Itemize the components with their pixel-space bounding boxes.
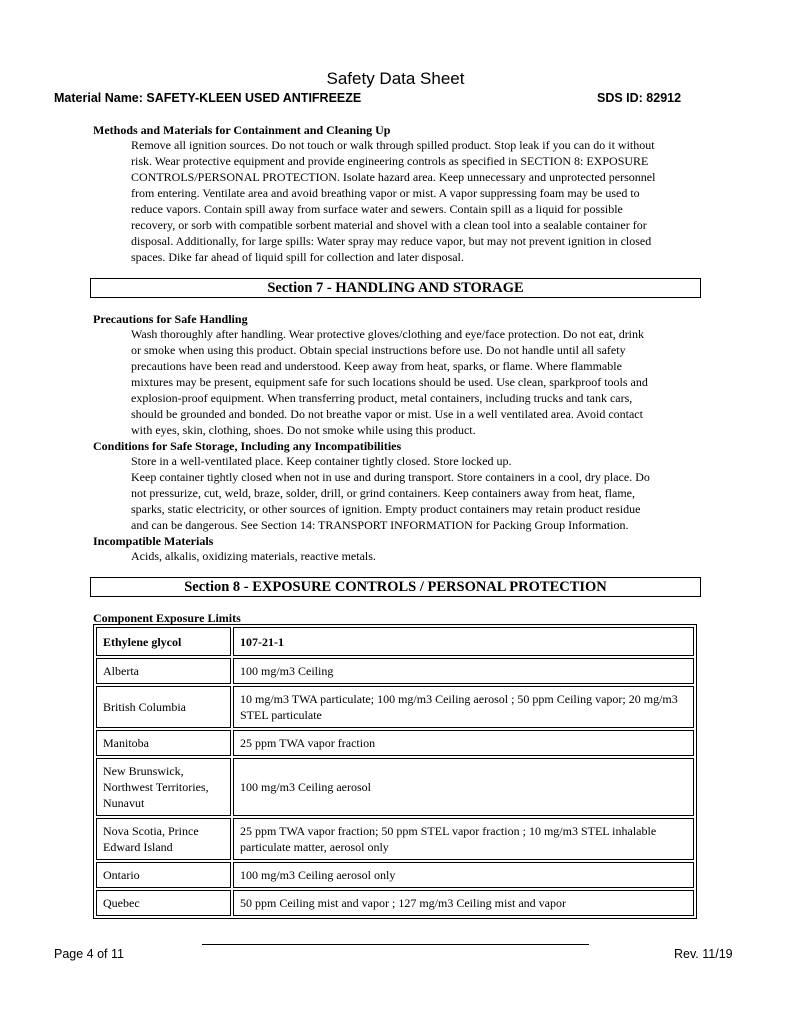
component-name-cell: Ethylene glycol — [96, 627, 231, 656]
text-line: and can be dangerous. See Section 14: TRANSPORT INFORMATION for Packing Group Information. — [131, 518, 629, 532]
section-8-title: Section 8 - EXPOSURE CONTROLS / PERSONAL PROTECTION — [90, 577, 701, 597]
text-line: explosion-proof equipment. When transferring product, metal containers, including trucks and tank cars, — [131, 391, 633, 405]
sds-id: SDS ID: 82912 — [597, 91, 682, 105]
containment-heading: Methods and Materials for Containment and Cleaning Up — [93, 123, 391, 137]
revision-label: Rev. 11/19 — [674, 947, 733, 961]
text-line: Keep container tightly closed when not in use and during transport. Store containers in a cool, dry place. Do — [131, 470, 650, 484]
region-cell: Nova Scotia, Prince Edward Island — [96, 818, 231, 860]
text-line: mixtures may be present, equipment safe for such locations should be used. Use clean, sparkproof tools and — [131, 375, 648, 389]
limit-cell: 100 mg/m3 Ceiling — [233, 658, 694, 684]
text-line: Acids, alkalis, oxidizing materials, reactive metals. — [131, 549, 376, 563]
text-line: reduce vapors. Contain spill away from surface water and sewers. Contain spill as a liquid for possible — [131, 202, 623, 216]
text-line: Wash thoroughly after handling. Wear protective gloves/clothing and eye/face protection. Do not eat, drink — [131, 327, 645, 341]
limit-cell: 50 ppm Ceiling mist and vapor ; 127 mg/m3 Ceiling mist and vapor — [233, 890, 694, 916]
text-line: Remove all ignition sources. Do not touch or walk through spilled product. Stop leak if you can do it without — [131, 138, 655, 152]
region-cell: New Brunswick, Northwest Territories, Nunavut — [96, 758, 231, 816]
table-row — [96, 818, 694, 860]
text-line: spaces. Dike far ahead of liquid spill for collection and later disposal. — [131, 250, 464, 264]
limit-cell: 25 ppm TWA vapor fraction; 50 ppm STEL vapor fraction ; 10 mg/m3 STEL inhalable particulate matter, aerosol only — [233, 818, 694, 860]
region-cell: Alberta — [96, 658, 231, 684]
region-cell: Manitoba — [96, 730, 231, 756]
exposure-limits-heading: Component Exposure Limits — [93, 611, 241, 625]
text-line: disposal. Additionally, for large spills: Water spray may reduce vapor, but may not prevent ignition in closed — [131, 234, 652, 248]
table-row — [96, 686, 694, 728]
exposure-limits-table — [93, 624, 697, 919]
footer-divider — [202, 944, 589, 945]
region-cell: Quebec — [96, 890, 231, 916]
limit-cell: 100 mg/m3 Ceiling aerosol only — [233, 862, 694, 888]
region-cell: British Columbia — [96, 686, 231, 728]
table-row — [96, 890, 694, 916]
precautions-heading: Precautions for Safe Handling — [93, 312, 248, 326]
text-line: Store in a well-ventilated place. Keep container tightly closed. Store locked up. — [131, 454, 512, 468]
text-line: from entering. Ventilate area and avoid breathing vapor or mist. A vapor suppressing foam may be used to — [131, 186, 640, 200]
incompatible-text — [131, 548, 701, 564]
table-row — [96, 658, 694, 684]
precautions-text — [131, 326, 701, 438]
page-number: Page 4 of 11 — [54, 947, 124, 961]
limit-cell: 25 ppm TWA vapor fraction — [233, 730, 694, 756]
region-cell: Ontario — [96, 862, 231, 888]
section-7-title: Section 7 - HANDLING AND STORAGE — [90, 278, 701, 298]
table-row — [96, 758, 694, 816]
table-header-row — [96, 627, 694, 656]
storage-heading: Conditions for Safe Storage, Including any Incompatibilities — [93, 439, 402, 453]
document-title: Safety Data Sheet — [326, 69, 465, 88]
limit-cell: 100 mg/m3 Ceiling aerosol — [233, 758, 694, 816]
text-line: risk. Wear protective equipment and provide engineering controls as specified in SECTION 8: EXPOSURE — [131, 154, 649, 168]
text-line: or smoke when using this product. Obtain special instructions before use. Do not handle until all safety — [131, 343, 626, 357]
text-line: should be grounded and bonded. Do not breathe vapor or mist. Use in a well ventilated area. Avoid contact — [131, 407, 643, 421]
text-line: precautions have been read and understood. Keep away from heat, sparks, or flame. Where flammable — [131, 359, 622, 373]
text-line: recovery, or sorb with compatible sorbent material and shovel with a clean tool into a sealable container for — [131, 218, 647, 232]
text-line: sparks, static electricity, or other sources of ignition. Empty product containers may retain product residue — [131, 502, 641, 516]
text-line: with eyes, skin, clothing, shoes. Do not smoke while using this product. — [131, 423, 476, 437]
cas-number-cell: 107-21-1 — [233, 627, 694, 656]
incompatible-heading: Incompatible Materials — [93, 534, 214, 548]
storage-text — [131, 453, 701, 533]
text-line: CONTROLS/PERSONAL PROTECTION. Isolate hazard area. Keep unnecessary and unprotected personnel — [131, 170, 656, 184]
table-row — [96, 730, 694, 756]
limit-cell: 10 mg/m3 TWA particulate; 100 mg/m3 Ceiling aerosol ; 50 ppm Ceiling vapor; 20 mg/m3 STEL particulate — [233, 686, 694, 728]
material-name: Material Name: SAFETY-KLEEN USED ANTIFREEZE — [54, 91, 362, 105]
text-line: not pressurize, cut, weld, braze, solder, drill, or grind containers. Keep containers away from heat, flame, — [131, 486, 635, 500]
containment-text — [131, 137, 701, 265]
table-row — [96, 862, 694, 888]
